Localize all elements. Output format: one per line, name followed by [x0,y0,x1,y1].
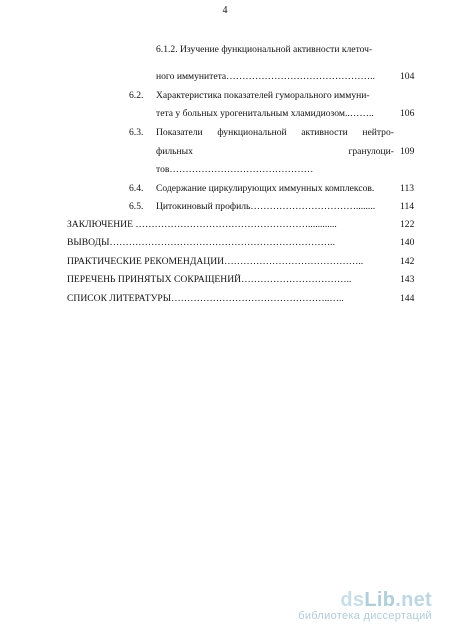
toc-page-number: 109 [400,146,415,157]
toc-entry-number: 6.5. [129,201,144,212]
toc-section-conclusion: ЗАКЛЮЧЕНИЕ ………………………………………………............ [67,219,337,230]
toc-section-recommendations: ПРАКТИЧЕСКИЕ РЕКОМЕНДАЦИИ…………………………………….. [67,256,364,267]
toc-page-number: 142 [400,256,415,267]
toc-entry-6-1-2-line1 [156,44,372,56]
word: Показатели [156,127,203,138]
dslib-logo: dsLib.net [340,589,432,611]
toc-entry-text: Цитокиновый профиль……………………………........ [156,201,376,212]
word: функциональной [217,127,287,138]
toc-entry-text-cont: тета у больных урогенитальным хламидиозом..…….. [156,108,374,119]
toc-entry-text: Изучение функциональной активности клеточ- [180,44,373,55]
toc-entry-text: Характеристика показателей гуморального иммуни- [156,90,370,101]
word: нейтро- [362,127,394,138]
toc-page-number: 114 [400,201,415,212]
toc-entry-number: 6.3. [129,127,144,138]
toc-section-references: СПИСОК ЛИТЕРАТУРЫ…………………………………………..….. [67,293,344,304]
toc-entry-text-cont [156,146,394,158]
toc-entry-text-cont: тов……………………………………… [156,164,314,175]
dslib-subtitle: библиотека диссертаций [298,610,432,622]
toc-entry-6-1-2-line2: ного иммунитета……………………………………….. [156,71,375,82]
toc-entry-number: 6.1.2. [156,44,178,55]
word: гранулоци- [348,146,394,157]
toc-page-number: 144 [400,293,415,304]
toc-entry-text: Содержание циркулирующих иммунных комплексов. [156,183,375,194]
dslib-watermark [298,589,432,622]
toc-section-findings: ВЫВОДЫ…………………………………………………………….. [67,237,335,248]
word: фильных [156,146,193,157]
toc-page-number: 122 [400,219,415,230]
toc-entry-number: 6.2. [129,90,144,101]
toc-section-abbreviations: ПЕРЕЧЕНЬ ПРИНЯТЫХ СОКРАЩЕНИЙ…………………………….. [67,274,352,285]
toc-page-number: 113 [400,183,415,194]
page-number: 4 [222,5,228,16]
toc-entry-text [156,127,394,139]
toc-page-number: 104 [400,71,415,82]
toc-page-number: 143 [400,274,415,285]
toc-page-number: 140 [400,237,415,248]
toc-page-number: 106 [400,108,415,119]
toc-entry-number: 6.4. [129,183,144,194]
word: активности [301,127,348,138]
